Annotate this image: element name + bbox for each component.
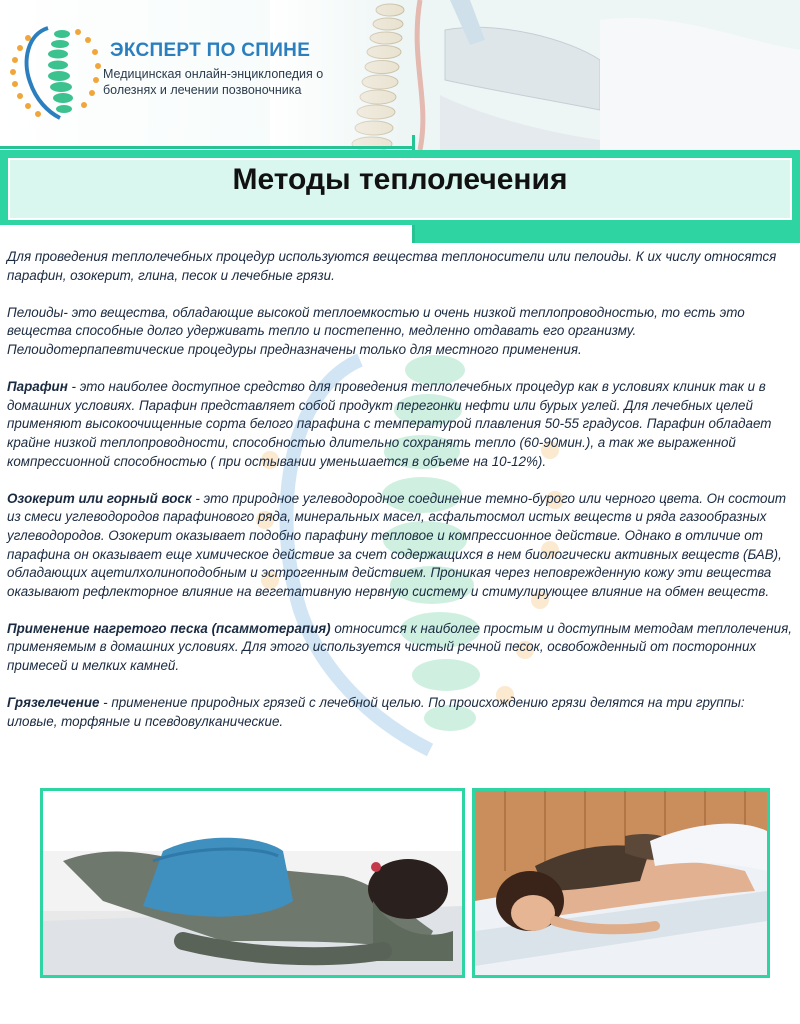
frame-line	[412, 225, 415, 243]
paraffin-therapy-photo	[472, 788, 770, 978]
paragraph-sand	[7, 620, 795, 676]
paragraph-peloids: Пелоиды- это вещества, обладающие высокой теплоемкостью и очень низкой теплопроводностью, то есть это вещества способные долго удерживать тепло и постепенно, медленно отдавать его организму. Пелоидотерпапевтические процедуры предназначены только для местного применения.	[7, 304, 745, 357]
term-mud-therapy: Грязелечение	[7, 695, 100, 711]
term-paraffin: Парафин	[7, 379, 68, 395]
frame-line	[412, 135, 415, 150]
logo-icon	[8, 20, 104, 124]
mud-therapy-illustration	[43, 791, 462, 975]
page-title: Методы теплолечения	[232, 163, 568, 196]
paragraph-ozokerite	[7, 490, 795, 602]
mud-therapy-photo	[40, 788, 465, 978]
term-ozokerite: Озокерит или горный воск	[7, 490, 192, 506]
mud-description: - применение природных грязей с лечебной целью. По происхождению грязи делятся на три группы: иловые, торфяные и псевдовулканические.	[7, 695, 745, 729]
paragraph-intro: Для проведения теплолечебных процедур используются вещества теплоносители или пелоиды. К их числу относятся парафин, озокерит, глина, песок и лечебные грязи.	[7, 249, 777, 283]
brand-title: ЭКСПЕРТ ПО СПИНЕ	[110, 40, 311, 61]
frame-step	[412, 225, 800, 243]
paragraph-mud	[7, 694, 795, 731]
ozokerite-description: - это природное углеводородное соединение темно-бурого или черного цвета. Он состоит из смеси углеводородов парафинового ряда, минеральных масел, асфальтосмол истых веществ и ряда газообразных углеводородов. Озокерит оказывает подобно парафину тепловое и компрессионное действие. Однако в отличие от парафина он оказывает еще химическое действие за счет содержащихся в нем биологически активных веществ (БАВ), обладающих ацетилхолиноподобным и эстрогенным действием. Проникая через неповрежденную кожу эти вещества оказывают рефлекторное влияние на вегетативную нервную систему и стимулирующее влияние на обмен веществ.	[7, 490, 787, 599]
paragraph-paraffin	[7, 378, 795, 471]
sand-description: относится к наиболее простым и доступным методам теплолечения, применяемым в домашних условиях. Для этого используется чистый речной песок, освобожденный от посторонних примесей и мелких камней.	[7, 620, 792, 674]
term-sand-therapy: Применение нагретого песка (псаммотерапия)	[7, 620, 331, 636]
frame-line	[0, 146, 412, 149]
brand-subtitle: Медицинская онлайн-энциклопедия о болезнях и лечении позвоночника	[103, 67, 324, 97]
frame-gap	[0, 225, 415, 243]
paraffin-description: - это наиболее доступное средство для проведения теплолечебных процедур как в условиях клиник так и в домашних условиях. Парафин представляет собой продукт перегонки нефти или бурых углей. Для лечебных целей применяют высокоочищенные сорта белого парафина с температурой плавления 50-55 градусов. Парафин обладает крайне низкой теплопроводности, способностью длительно сохранять тепло (60-90мин.), а так же выраженной компрессионной способностью ( при остывании уменьшается в объеме на 10-12%).	[7, 379, 772, 469]
header-banner	[0, 0, 800, 150]
article-body	[7, 248, 795, 750]
paraffin-therapy-illustration	[475, 791, 767, 975]
